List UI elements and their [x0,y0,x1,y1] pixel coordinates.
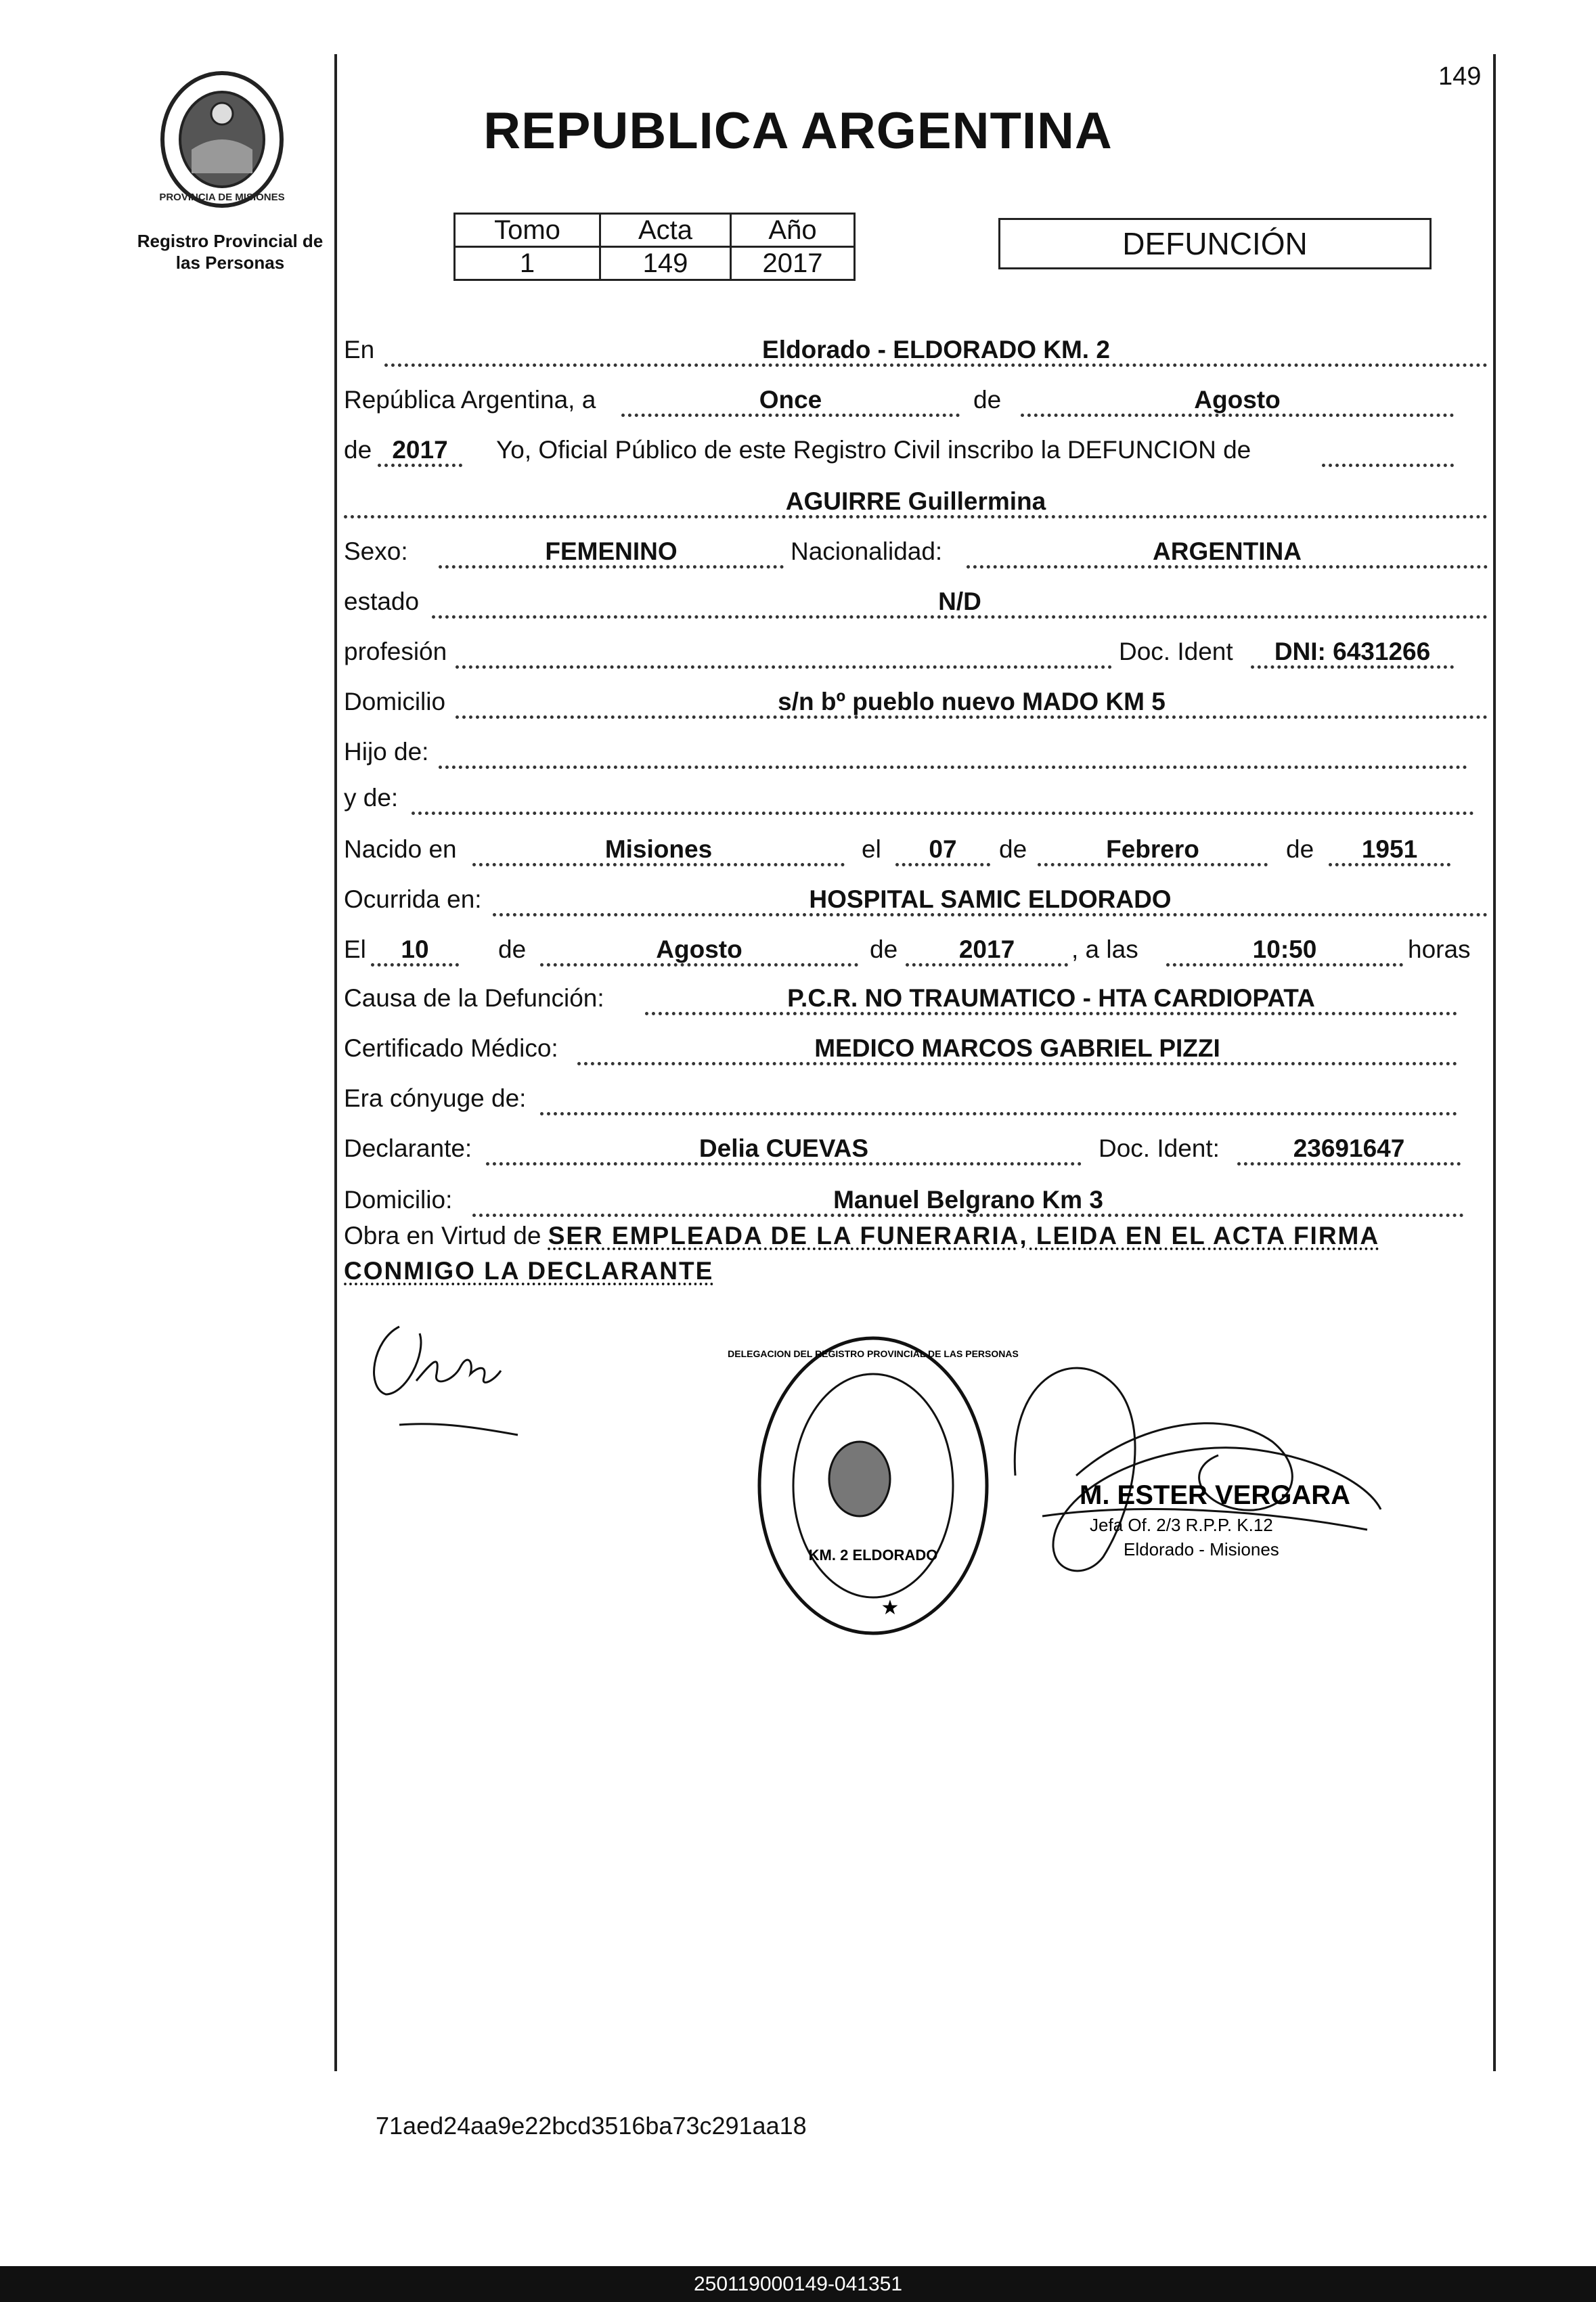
footer-code-bar: 250119000149-041351 [0,2266,1596,2302]
row-yde [344,778,1488,819]
nacionalidad-label: Nacionalidad: [791,537,943,565]
estado-value: N/D [938,588,981,615]
declarante-label: Declarante: [344,1134,472,1162]
official-name: M. ESTER VERGARA [1080,1480,1351,1510]
row-declarante [344,1129,1488,1170]
header-tomo: Tomo [455,214,600,247]
emblem-text: PROVINCIA DE MISIONES [159,192,285,203]
death-de1: de [498,935,527,963]
ocurrida-value: HOSPITAL SAMIC ELDORADO [809,885,1172,913]
nacido-label: Nacido en [344,835,457,863]
row-ocurrida [344,880,1488,921]
declarante-doc-label: Doc. Ident: [1099,1134,1220,1162]
obra-paragraph [344,1218,1488,1289]
value-ano: 2017 [731,247,855,280]
registry-stamp [728,1330,1019,1641]
domicilio-label: Domicilio [344,688,446,715]
stamp-inner-text: KM. 2 ELDORADO [808,1547,938,1564]
row-hijo [344,732,1488,773]
death-month: Agosto [656,935,742,963]
header-ano: Año [731,214,855,247]
row-republica [344,380,1488,421]
oficial-text: Yo, Oficial Público de este Registro Civil inscribo la DEFUNCION de [496,436,1251,464]
header-acta: Acta [600,214,731,247]
republica-label: República Argentina, a [344,386,596,414]
doc-ident-label: Doc. Ident [1119,638,1233,665]
stamp-outer-text: DELEGACION DEL REGISTRO PROVINCIAL DE LAS PERSONAS [728,1348,1019,1359]
row-en [344,330,1488,371]
row-death-date [344,930,1488,971]
death-de2: de [870,935,898,963]
sexo-label: Sexo: [344,537,408,565]
declarante-doc-value: 23691647 [1293,1134,1405,1162]
nacido-value: Misiones [604,835,713,863]
horas-label: horas [1408,935,1471,963]
row-estado [344,582,1488,623]
alas-label: , a las [1071,935,1138,963]
profesion-label: profesión [344,638,447,665]
page-number: 149 [1438,62,1482,91]
registry-caption-line2: las Personas [175,252,285,273]
estado-label: estado [344,588,420,615]
reference-table-header [455,214,855,247]
official-location: Eldorado - Misiones [1124,1539,1279,1559]
row-domicilio [344,682,1488,723]
row-sexo [344,532,1488,573]
sexo-value: FEMENINO [545,537,678,565]
reference-table-values [455,247,855,280]
ocurrida-label: Ocurrida en: [344,885,482,913]
value-acta: 149 [600,247,731,280]
el-label: el [862,835,881,863]
certificado-label: Certificado Médico: [344,1034,558,1062]
death-day: 10 [401,935,429,963]
row-causa [344,979,1488,1019]
declarant-signature [359,1313,535,1448]
domicilio-value: s/n bº pueblo nuevo MADO KM 5 [778,688,1166,715]
reference-table [453,213,856,281]
en-label: En [344,336,375,363]
year-prefix: de [344,436,372,464]
yde-label: y de: [344,784,399,812]
birth-day: 07 [929,835,957,863]
document-type-box: DEFUNCIÓN [998,218,1432,269]
death-year: 2017 [958,935,1015,963]
nacionalidad-value: ARGENTINA [1153,537,1302,565]
doc-ident-value: DNI: 6431266 [1274,638,1431,665]
row-oficial [344,430,1488,471]
death-el-label: El [344,935,366,963]
obra-value: SER EMPLEADA DE LA FUNERARIA, LEIDA EN EL ACTA FIRMA CONMIGO LA DECLARANTE [344,1222,1380,1285]
right-margin-line [1493,54,1496,2071]
document-hash: 71aed24aa9e22bcd3516ba73c291aa18 [376,2112,807,2140]
row-profesion [344,632,1488,673]
left-margin-line [334,54,337,2071]
causa-label: Causa de la Defunción: [344,984,604,1012]
conyuge-label: Era cónyuge de: [344,1084,527,1112]
day-value: Once [759,386,822,414]
declarante-value: Delia CUEVAS [699,1134,869,1162]
birth-year: 1951 [1361,835,1418,863]
obra-label: Obra en Virtud de [344,1222,541,1249]
official-title: Jefa Of. 2/3 R.P.P. K.12 [1090,1515,1273,1535]
row-deceased-name [344,482,1488,523]
death-time: 10:50 [1252,935,1317,963]
declarante-dom-label: Domicilio: [344,1186,453,1214]
de-label: de [973,386,1002,414]
value-tomo: 1 [455,247,600,280]
year-value: 2017 [392,436,448,464]
row-declarante-domicilio [344,1180,1488,1221]
month-value: Agosto [1194,386,1281,414]
causa-value: P.C.R. NO TRAUMATICO - HTA CARDIOPATA [787,984,1315,1012]
row-nacido [344,830,1488,870]
hijo-label: Hijo de: [344,738,429,766]
registry-caption [115,230,345,273]
birth-de1: de [999,835,1027,863]
official-signature [1002,1340,1394,1597]
page-title: REPUBLICA ARGENTINA [483,102,1113,160]
deceased-name: AGUIRRE Guillermina [785,487,1046,515]
stamp-star-icon: ★ [881,1596,900,1620]
en-value: Eldorado - ELDORADO KM. 2 [762,336,1110,363]
declarante-dom-value: Manuel Belgrano Km 3 [833,1186,1103,1214]
birth-de2: de [1286,835,1314,863]
birth-month: Febrero [1106,835,1199,863]
row-certificado [344,1029,1488,1069]
row-conyuge [344,1079,1488,1120]
certificado-value: MEDICO MARCOS GABRIEL PIZZI [814,1034,1220,1062]
registry-caption-line1: Registro Provincial de [137,231,324,251]
